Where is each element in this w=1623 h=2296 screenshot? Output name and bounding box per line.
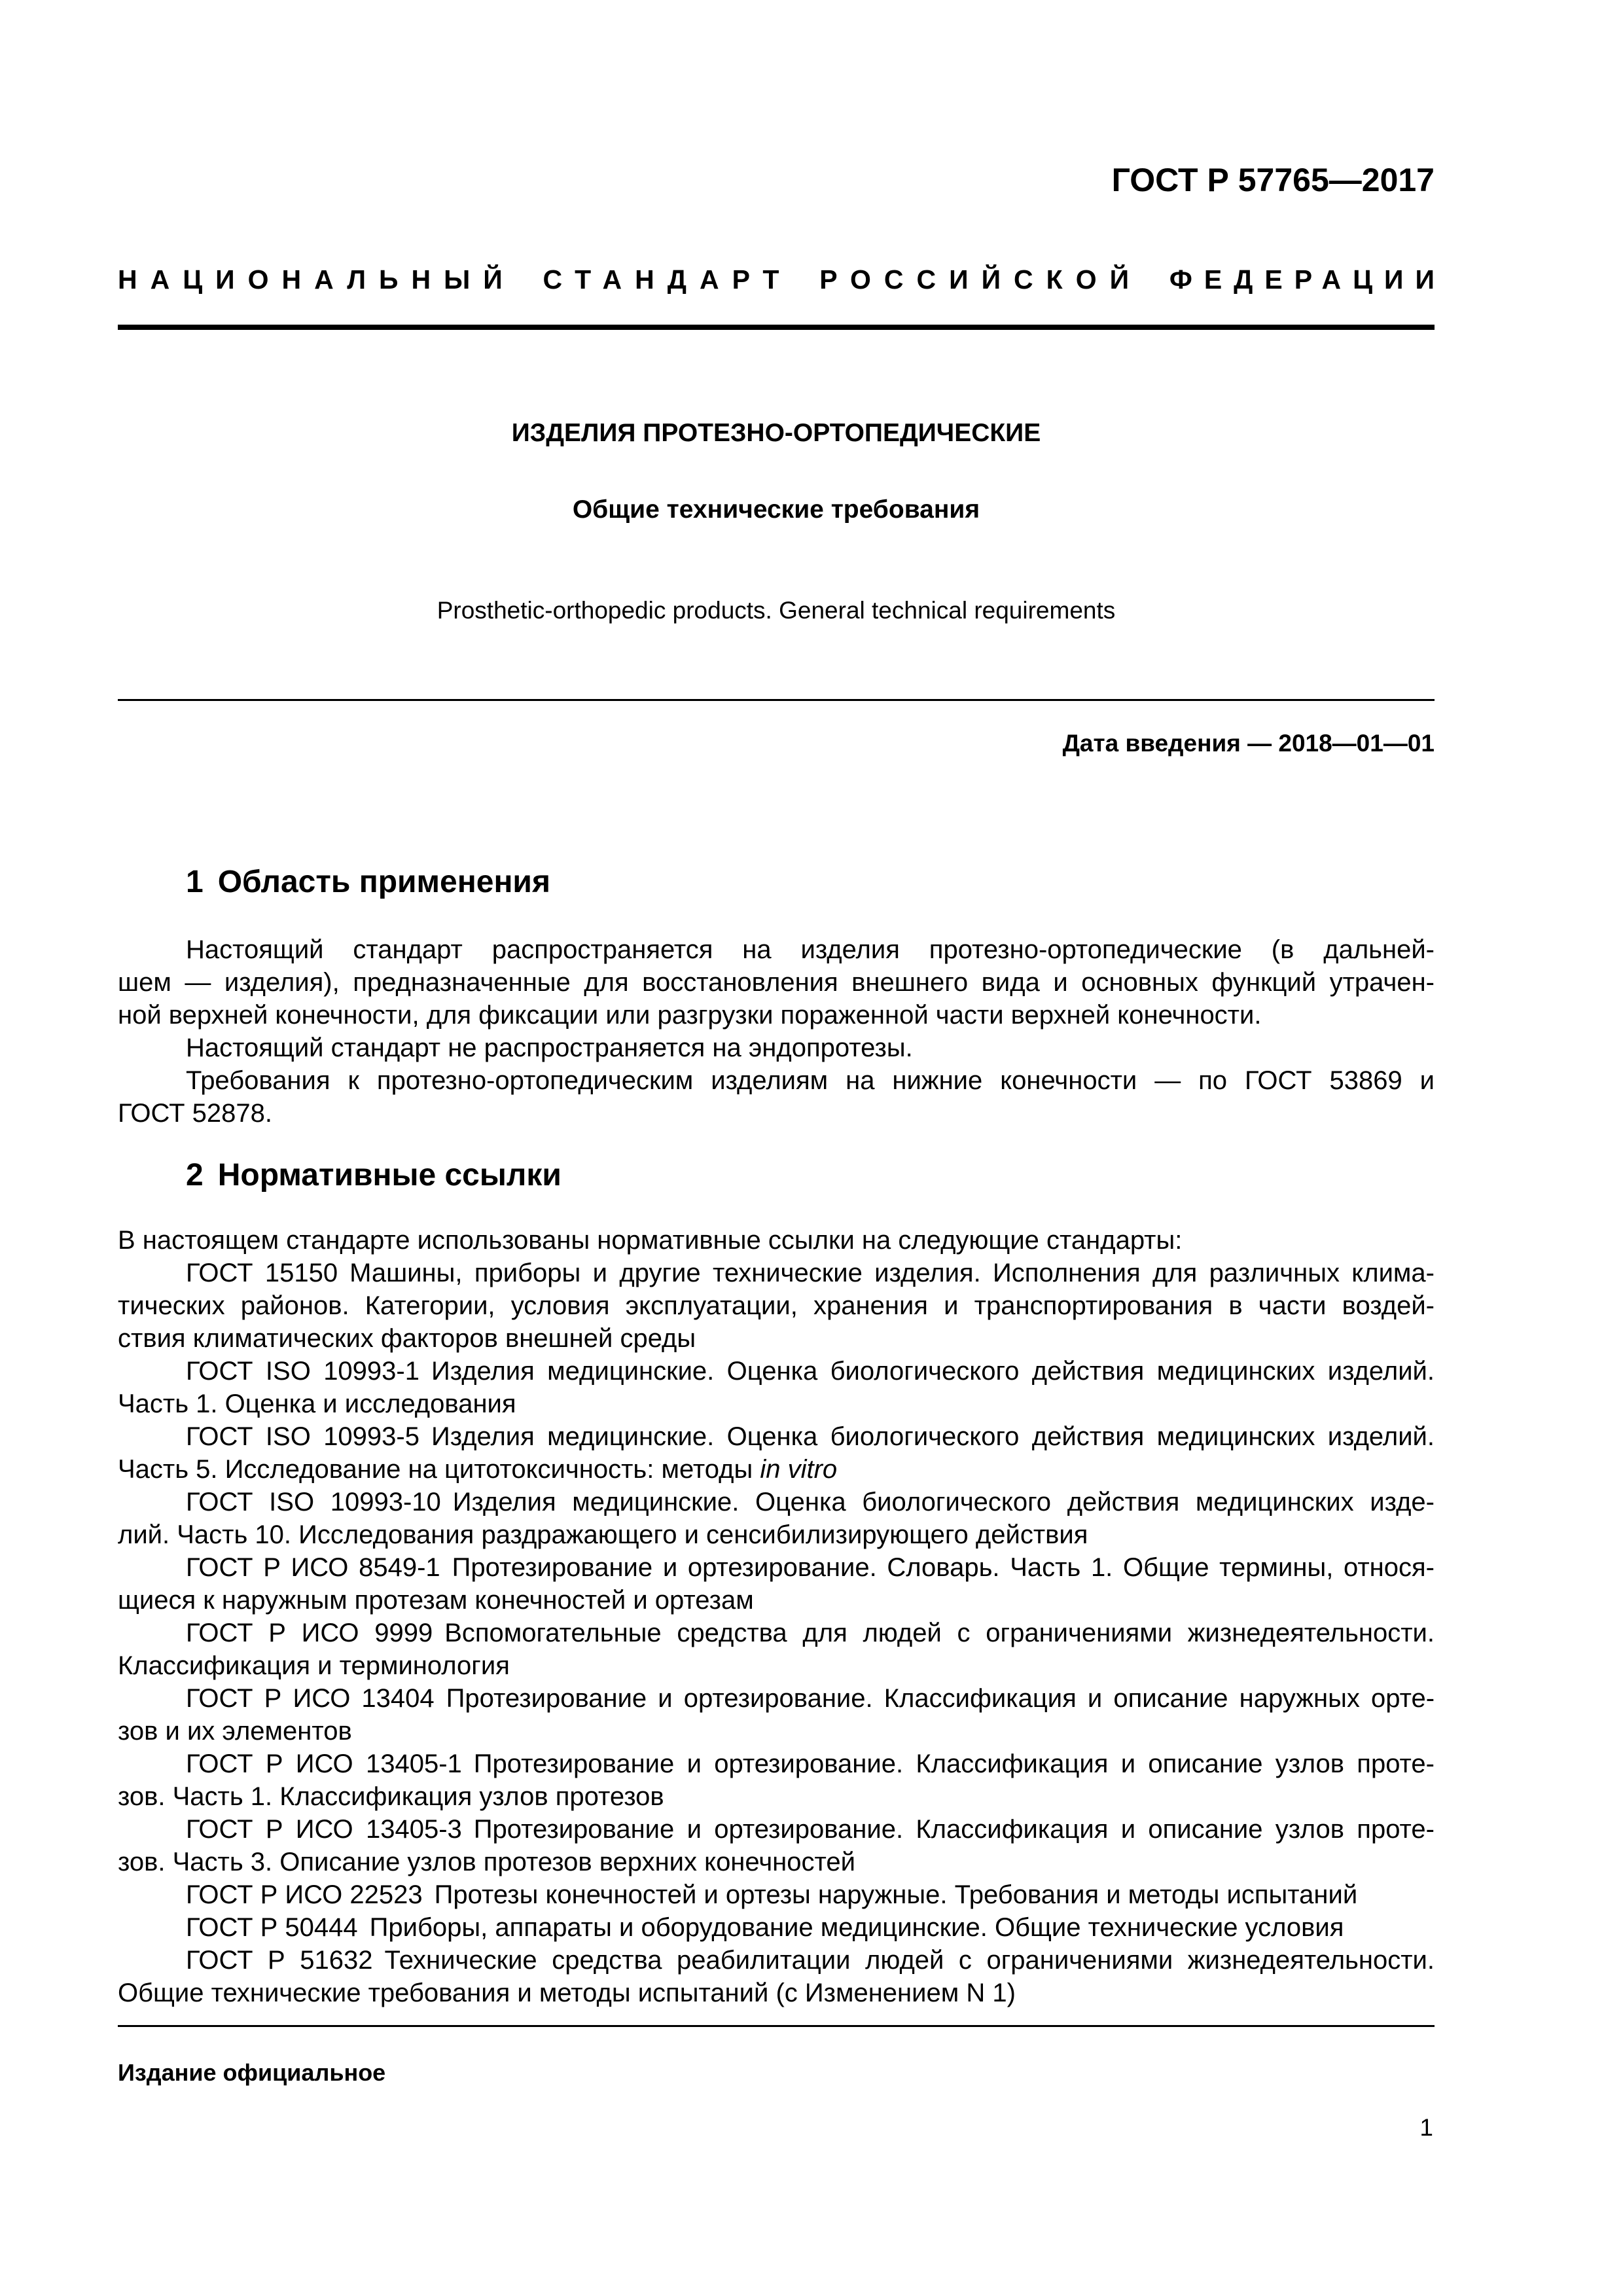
reference-entry bbox=[118, 1355, 1435, 1388]
page-number: 1 bbox=[1419, 2114, 1433, 2141]
reference-text: Технические средства реабилитации людей с ограничениями жизнедеятельности. bbox=[384, 1946, 1435, 1975]
text-line: Настоящий стандарт не распространяется на эндопротезы. bbox=[186, 1033, 913, 1062]
text-line: зов. Часть 3. Описание узлов протезов верхних конечностей bbox=[118, 1848, 855, 1876]
text-line: Часть 1. Оценка и исследования bbox=[118, 1390, 516, 1418]
reference-code: ГОСТ Р ИСО 13404 bbox=[186, 1684, 435, 1713]
text-line: ной верхней конечности, для фиксации или разгрузки пораженной части верхней конечности. bbox=[118, 1001, 1262, 1030]
reference-text: Протезирование и ортезирование. Словарь. Часть 1. Общие термины, относя- bbox=[452, 1553, 1435, 1582]
header-rule bbox=[118, 325, 1435, 330]
text-line: Классификация и терминология bbox=[118, 1651, 510, 1680]
reference-entry bbox=[118, 1486, 1435, 1518]
english-title: Prosthetic-orthopedic products. General technical requirements bbox=[437, 597, 1116, 624]
reference-text: Протезирование и ортезирование. Классификация и описание узлов проте- bbox=[473, 1815, 1435, 1844]
section-2-heading bbox=[186, 1157, 562, 1193]
national-title-word: НАЦИОНАЛЬНЫЙ bbox=[118, 264, 516, 295]
reference-text: Изделия медицинские. Оценка биологического действия медицинских изделий. bbox=[431, 1357, 1435, 1386]
reference-text: Вспомогательные средства для людей с ограничениями жизнедеятельности. bbox=[444, 1619, 1435, 1647]
reference-entry bbox=[118, 1551, 1435, 1584]
national-title-word: РОССИЙСКОЙ bbox=[819, 264, 1143, 295]
text-line: щиеся к наружным протезам конечностей и ортезам bbox=[118, 1586, 754, 1615]
official-edition-label: Издание официальное bbox=[118, 2059, 386, 2086]
document-title: ИЗДЕЛИЯ ПРОТЕЗНО-ОРТОПЕДИЧЕСКИЕ bbox=[511, 419, 1041, 447]
reference-code: ГОСТ Р ИСО 22523 bbox=[186, 1880, 423, 1909]
reference-code: ГОСТ Р ИСО 8549-1 bbox=[186, 1553, 440, 1582]
section-number: 1 bbox=[186, 865, 204, 899]
reference-text: Изделия медицинские. Оценка биологического действия медицинских изделий. bbox=[431, 1422, 1435, 1451]
reference-text: Протезы конечностей и ортезы наружные. Требования и методы испытаний bbox=[434, 1880, 1358, 1909]
reference-entry bbox=[118, 1878, 1435, 1911]
reference-text: Протезирование и ортезирование. Классификация и описание наружных орте- bbox=[446, 1684, 1435, 1713]
text-line: лий. Часть 10. Исследования раздражающего и сенсибилизирующего действия bbox=[118, 1520, 1088, 1549]
footer-rule bbox=[118, 2025, 1435, 2027]
reference-code: ГОСТ Р ИСО 13405-3 bbox=[186, 1815, 462, 1844]
reference-code: ГОСТ Р 51632 bbox=[186, 1946, 373, 1975]
reference-entry bbox=[118, 1257, 1435, 1289]
reference-entry bbox=[118, 1420, 1435, 1453]
reference-code: ГОСТ ISO 10993-5 bbox=[186, 1422, 419, 1451]
text-line: тических районов. Категории, условия эксплуатации, хранения и транспортирования в части воздей- bbox=[118, 1291, 1435, 1320]
text-line: В настоящем стандарте использованы нормативные ссылки на следующие стандарты: bbox=[118, 1226, 1183, 1255]
text-line: Настоящий стандарт распространяется на изделия протезно-ортопедические (в дальней- bbox=[186, 935, 1435, 964]
reference-entry bbox=[118, 1911, 1435, 1944]
reference-entry bbox=[118, 1813, 1435, 1846]
section-title: Нормативные ссылки bbox=[217, 1158, 562, 1193]
reference-code: ГОСТ ISO 10993-1 bbox=[186, 1357, 419, 1386]
reference-code: ГОСТ ISO 10993-10 bbox=[186, 1488, 441, 1516]
title-rule bbox=[118, 699, 1435, 701]
reference-text: Протезирование и ортезирование. Классификация и описание узлов проте- bbox=[473, 1749, 1435, 1778]
section-1-heading bbox=[186, 864, 550, 900]
text-line: ГОСТ 52878. bbox=[118, 1099, 272, 1128]
text-line: Часть 5. Исследование на цитотоксичность: методы bbox=[118, 1455, 753, 1484]
national-title-word: СТАНДАРТ bbox=[543, 264, 793, 295]
reference-entry bbox=[118, 1682, 1435, 1715]
reference-code: ГОСТ Р ИСО 9999 bbox=[186, 1619, 433, 1647]
section-title: Область применения bbox=[217, 865, 550, 899]
reference-entry bbox=[118, 1617, 1435, 1649]
text-line: зов. Часть 1. Классификация узлов протезов bbox=[118, 1782, 664, 1811]
reference-text: Приборы, аппараты и оборудование медицинские. Общие технические условия bbox=[369, 1913, 1344, 1942]
section-2-body bbox=[118, 1224, 1435, 2009]
introduction-date: Дата введения — 2018—01—01 bbox=[1062, 730, 1435, 757]
reference-code: ГОСТ 15150 bbox=[186, 1259, 338, 1287]
reference-code: ГОСТ Р ИСО 13405-1 bbox=[186, 1749, 462, 1778]
reference-text: Машины, приборы и другие технические изделия. Исполнения для различных клима- bbox=[349, 1259, 1435, 1287]
document-number: ГОСТ Р 57765—2017 bbox=[1111, 162, 1435, 198]
section-1-body bbox=[118, 933, 1435, 1130]
text-line: Общие технические требования и методы испытаний (с Изменением N 1) bbox=[118, 1979, 1016, 2007]
text-line: ствия климатических факторов внешней среды bbox=[118, 1324, 696, 1353]
section-number: 2 bbox=[186, 1158, 204, 1193]
national-standard-title bbox=[118, 264, 1446, 295]
italic-term: in vitro bbox=[760, 1455, 838, 1484]
reference-entry bbox=[118, 1944, 1435, 1977]
reference-text: Изделия медицинские. Оценка биологического действия медицинских изде- bbox=[452, 1488, 1435, 1516]
text-line: зов и их элементов bbox=[118, 1717, 352, 1746]
national-title-word: ФЕДЕРАЦИИ bbox=[1169, 264, 1446, 295]
document-subtitle: Общие технические требования bbox=[572, 495, 980, 524]
reference-code: ГОСТ Р 50444 bbox=[186, 1913, 358, 1942]
reference-continuation bbox=[118, 1453, 1435, 1486]
text-line: шем — изделия), предназначенные для восстановления внешнего вида и основных функций утрачен- bbox=[118, 968, 1435, 997]
reference-entry bbox=[118, 1748, 1435, 1780]
text-line: Требования к протезно-ортопедическим изделиям на нижние конечности — по ГОСТ 53869 и bbox=[186, 1066, 1435, 1095]
